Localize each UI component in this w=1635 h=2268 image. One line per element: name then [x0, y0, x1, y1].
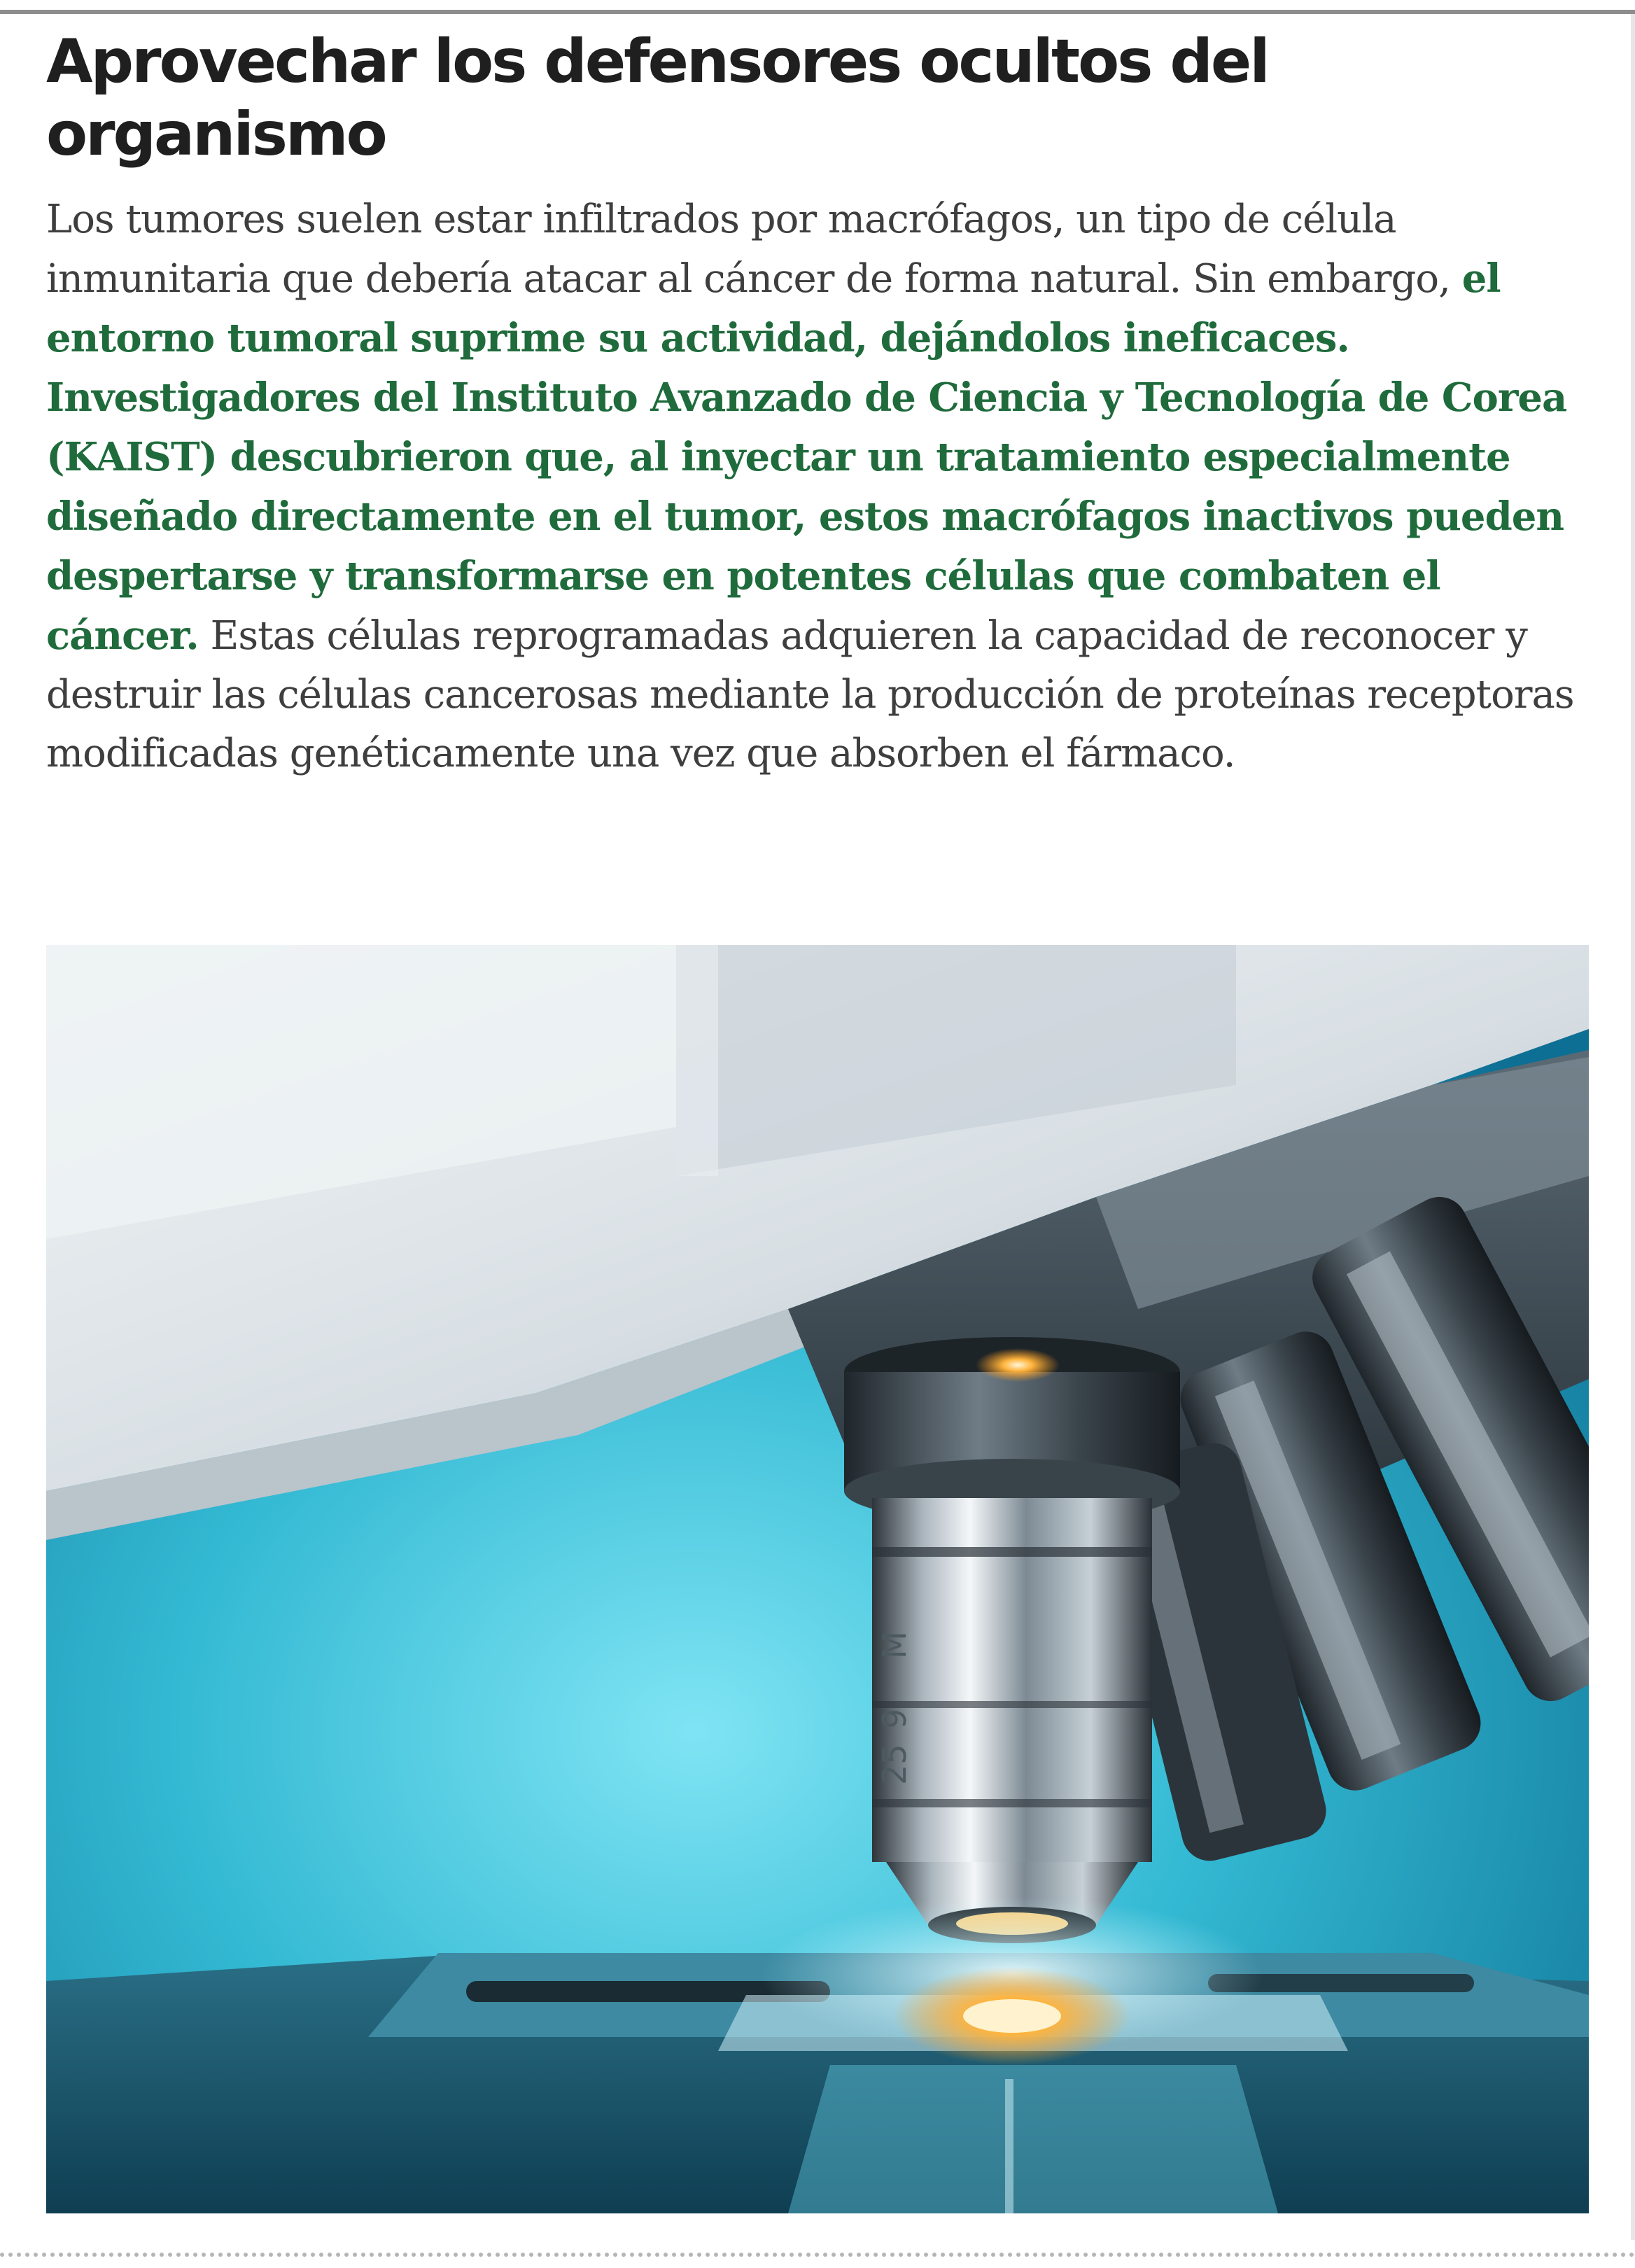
- objective-mark-2: 9: [876, 1708, 913, 1729]
- page-edge: [1631, 14, 1635, 2240]
- top-rule: [0, 10, 1635, 14]
- objective-mark-3: 25: [876, 1744, 913, 1785]
- bottom-dotted-rule: [0, 2253, 1635, 2257]
- paragraph-tail: Estas células reprogramadas adquieren la capacidad de reconocer y destruir las células cancerosas mediante la producción de proteínas receptoras modificadas genéticamente una vez que absorben el fármaco.: [46, 613, 1574, 776]
- article-paragraph: [46, 190, 1586, 783]
- microscope-photo: [46, 945, 1589, 2213]
- paragraph-highlight: el entorno tumoral suprime su actividad, dejándolos ineficaces. Investigadores del Instituto Avanzado de Ciencia y Tecnología de Corea (KAIST) descubrieron que, al inyectar un tratamiento especialmente diseñado directamente en el tumor, estos macrófagos inactivos pueden despertarse y transformarse en potentes células que combaten el cáncer.: [46, 255, 1567, 659]
- objective-mark-1: M: [876, 1631, 913, 1659]
- paragraph-lead: Los tumores suelen estar infiltrados por macrófagos, un tipo de célula inmunitaria que debería atacar al cáncer de forma natural. Sin embargo,: [46, 197, 1462, 302]
- article-title: Aprovechar los defensores ocultos del organismo: [46, 27, 1268, 169]
- objective-lens: [844, 1337, 1180, 1943]
